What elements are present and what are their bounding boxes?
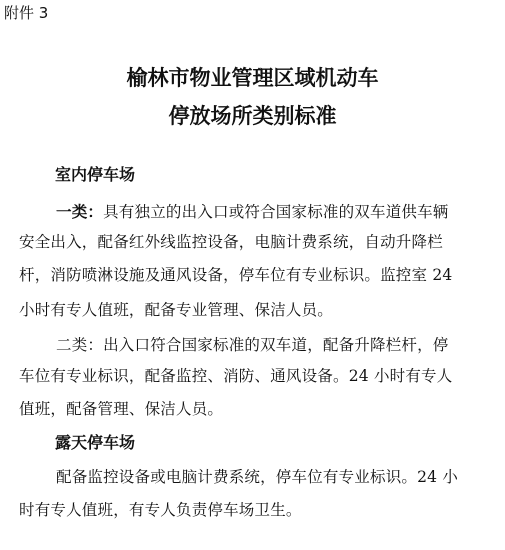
- document-title-line-1: 榆林市物业管理区域机动车: [126, 66, 379, 90]
- indoor-class1-label: 一类：: [56, 203, 104, 221]
- indoor-class1-paragraph-line: 安全出入，配备红外线监控设备，电脑计费系统，自动升降栏: [19, 233, 443, 251]
- indoor-class1-paragraph-line: [56, 200, 449, 224]
- indoor-class2-label: 二类：: [56, 336, 104, 354]
- attachment-label: 附件 3: [4, 4, 49, 22]
- outdoor-paragraph-line: 配备监控设备或电脑计费系统，停车位有专业标识。24 小: [56, 468, 459, 486]
- indoor-class2-paragraph-line: 值班，配备管理、保洁人员。: [19, 400, 224, 418]
- indoor-class2-paragraph-line: [56, 333, 449, 357]
- outdoor-parking-heading: 露天停车场: [55, 433, 136, 452]
- indoor-class1-paragraph-line: 小时有专人值班，配备专业管理、保洁人员。: [19, 301, 334, 319]
- indoor-parking-heading: 室内停车场: [55, 165, 136, 184]
- document-title-line-2: 停放场所类别标准: [168, 104, 337, 128]
- indoor-class1-paragraph-line: 杆，消防喷淋设施及通风设备，停车位有专业标识。监控室 24: [19, 266, 453, 284]
- indoor-class2-paragraph-line: 车位有专业标识，配备监控、消防、通风设备。24 小时有专人: [19, 367, 453, 385]
- outdoor-paragraph-line: 时有专人值班，有专人负责停车场卫生。: [19, 501, 302, 519]
- indoor-class1-text: 具有独立的出入口或符合国家标准的双车道供车辆: [103, 203, 449, 221]
- indoor-class2-text: 出入口符合国家标准的双车道，配备升降栏杆，停: [103, 336, 449, 354]
